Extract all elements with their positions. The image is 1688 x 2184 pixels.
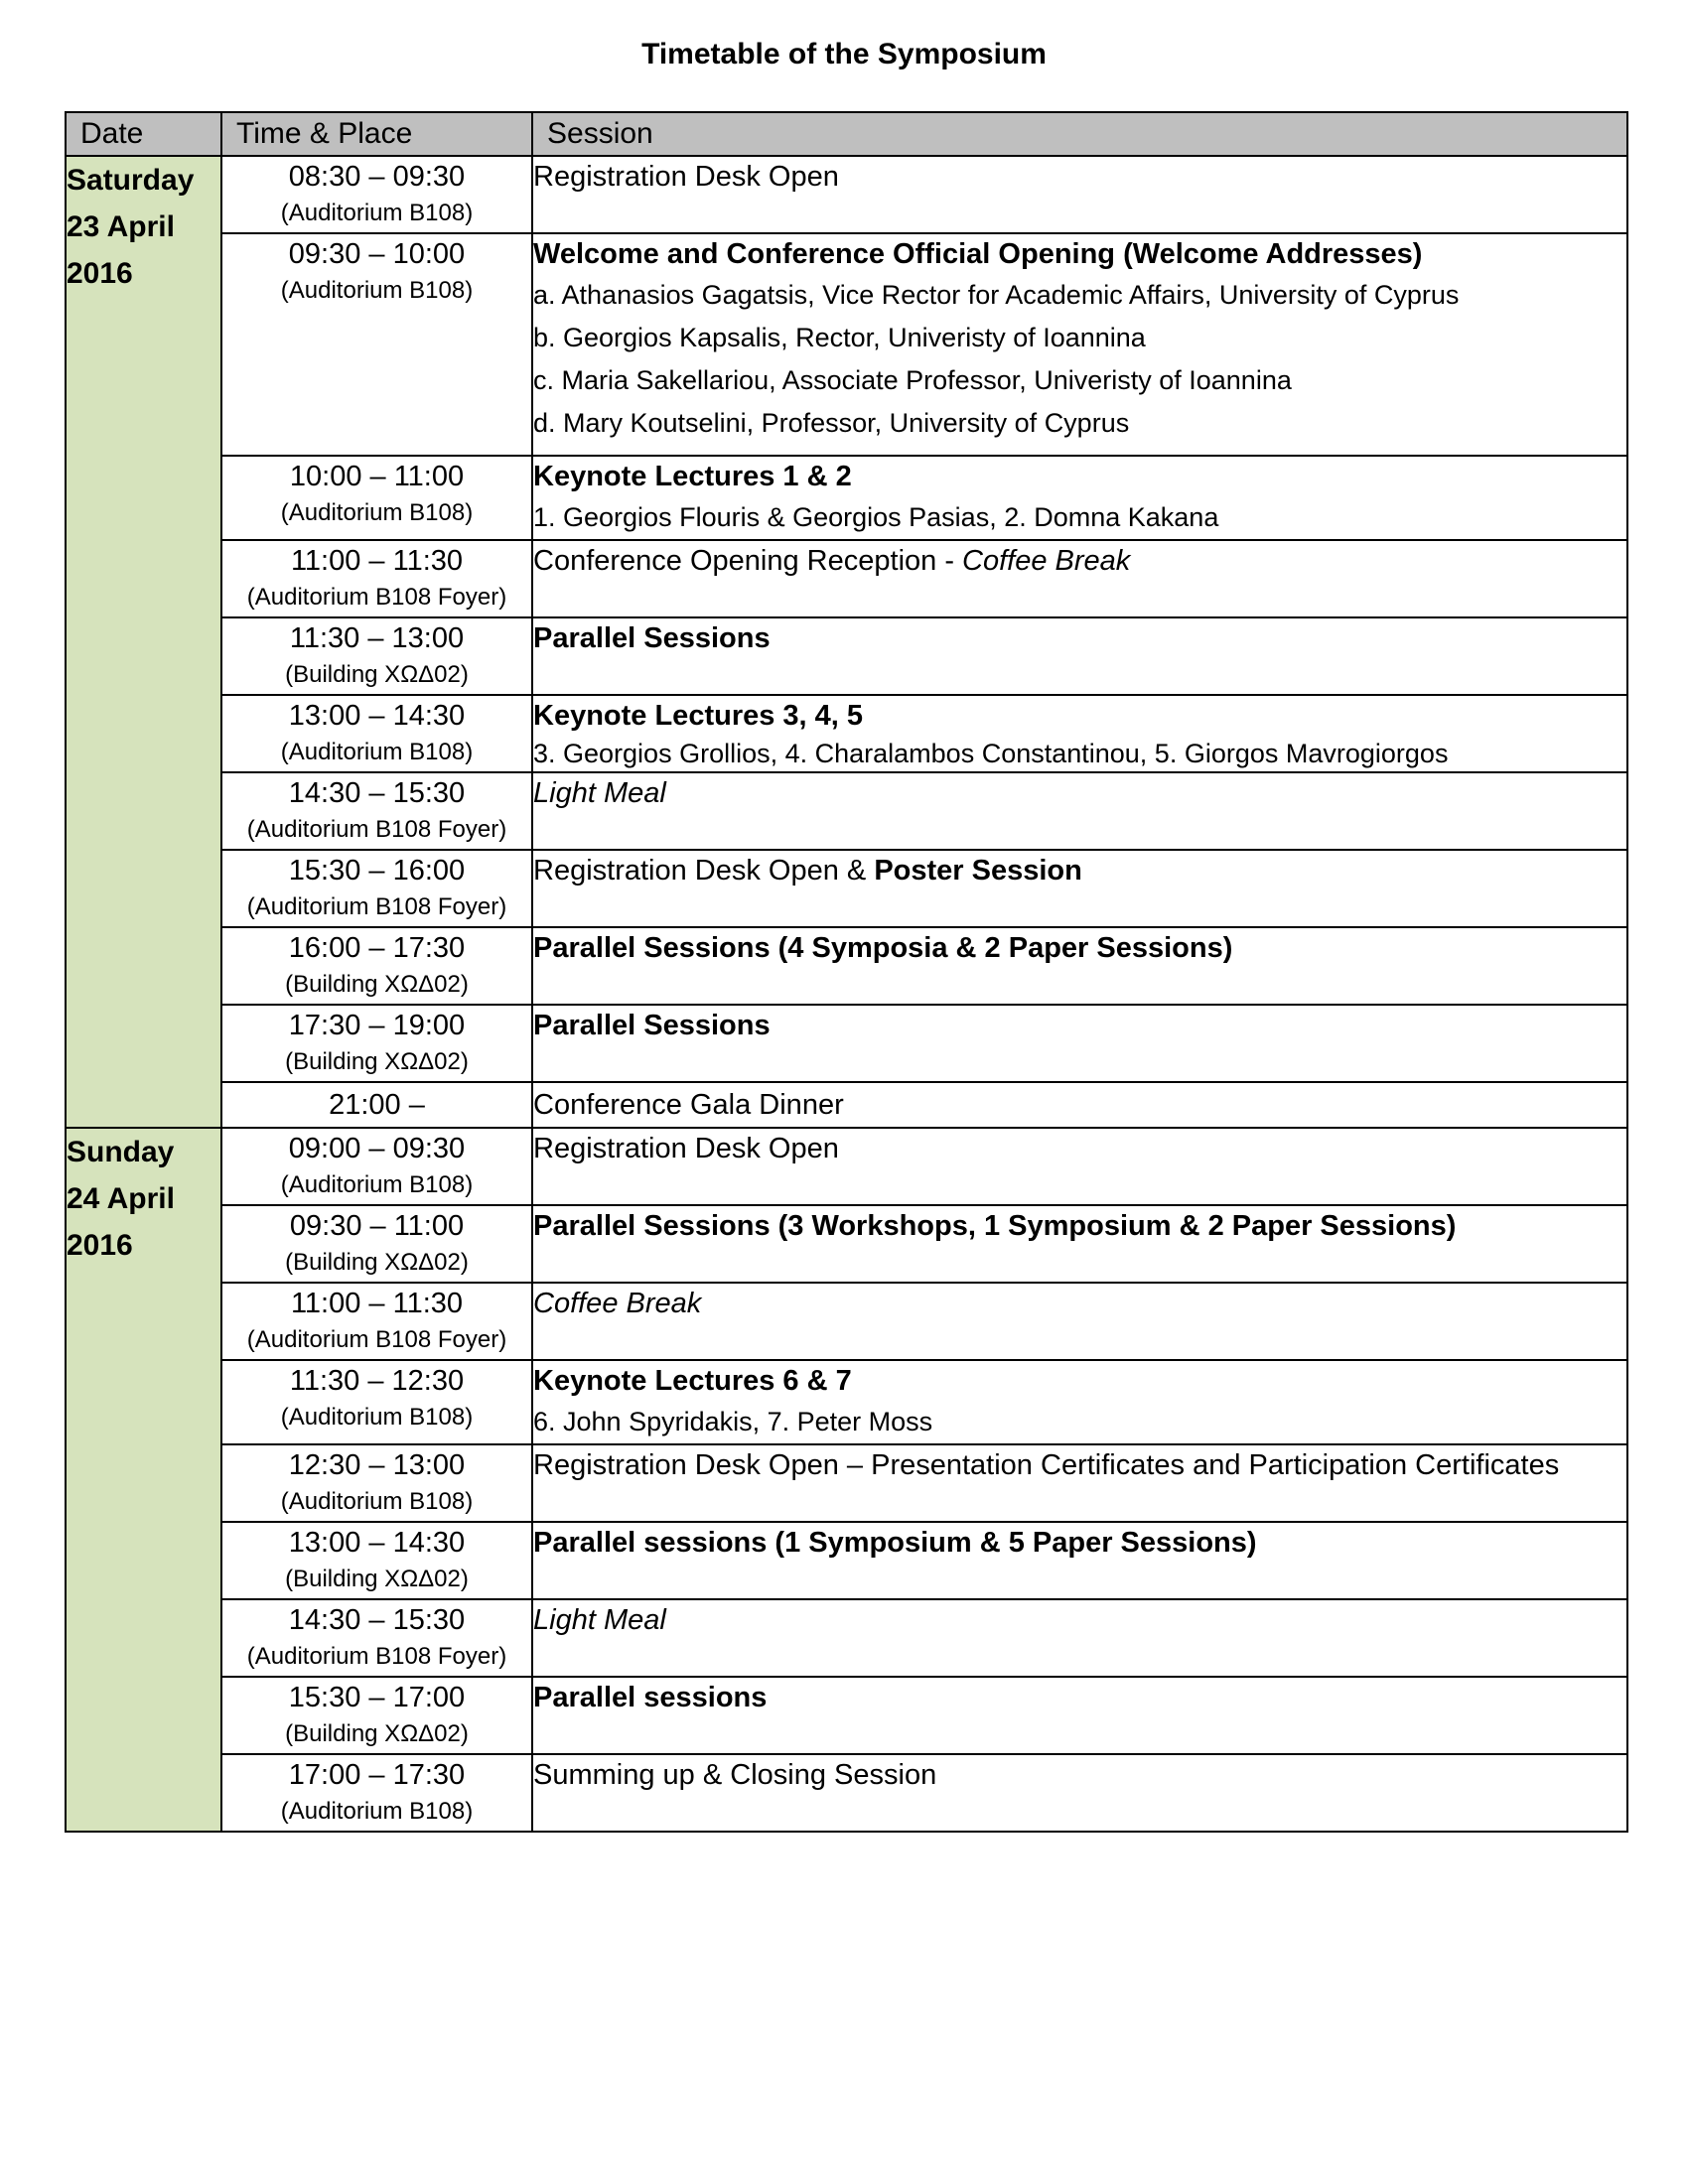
time-place-cell [221, 540, 532, 617]
place: (Auditorium B108 Foyer) [246, 816, 507, 843]
session-title: Parallel Sessions [533, 622, 771, 654]
table-row [66, 1522, 1627, 1599]
place: (Building ΧΩΔ02) [285, 661, 469, 688]
timetable [65, 111, 1628, 1833]
place: (Auditorium B108) [280, 1798, 474, 1825]
time-place-cell [221, 617, 532, 695]
place: (Auditorium B108 Foyer) [246, 1326, 507, 1353]
session-cell [532, 1754, 1627, 1832]
place: (Auditorium B108) [280, 200, 474, 226]
session-title: Coffee Break [533, 1288, 702, 1319]
time: 17:00 – 17:30 [288, 1759, 466, 1791]
place: (Building ΧΩΔ02) [285, 1249, 469, 1276]
session-title: Summing up & Closing Session [533, 1759, 937, 1791]
time: 10:00 – 11:00 [289, 461, 465, 492]
time: 13:00 – 14:30 [288, 700, 466, 732]
place: (Auditorium B108) [280, 1488, 474, 1515]
table-row [66, 1205, 1627, 1283]
time-place-cell [221, 1005, 532, 1082]
time-place-cell [221, 1205, 532, 1283]
session-cell [532, 695, 1627, 772]
time: 13:00 – 14:30 [288, 1527, 466, 1559]
session-detail: 1. Georgios Flouris & Georgios Pasias, 2. Domna Kakana [533, 502, 1219, 532]
time: 09:30 – 11:00 [289, 1210, 465, 1242]
place: (Building ΧΩΔ02) [285, 1566, 469, 1592]
table-row [66, 695, 1627, 772]
date-cell-sunday [66, 1128, 221, 1832]
time-place-cell [221, 1677, 532, 1754]
session-detail: a. Athanasios Gagatsis, Vice Rector for Academic Affairs, University of Cyprus [533, 280, 1460, 310]
time: 12:30 – 13:00 [288, 1449, 466, 1481]
session-detail: 6. John Spyridakis, 7. Peter Moss [533, 1407, 933, 1436]
time-place-cell [221, 1082, 532, 1128]
place: (Auditorium B108 Foyer) [246, 893, 507, 920]
session-title: Registration Desk Open – Presentation Certificates and Participation Certificates [533, 1449, 1560, 1481]
session-cell [532, 1283, 1627, 1360]
session-detail: c. Maria Sakellariou, Associate Professor, Univeristy of Ioannina [533, 365, 1292, 395]
session-detail: b. Georgios Kapsalis, Rector, Univeristy of Ioannina [533, 323, 1146, 352]
session-cell [532, 1205, 1627, 1283]
place: (Building ΧΩΔ02) [285, 1720, 469, 1747]
session-title: Parallel sessions [533, 1682, 768, 1713]
session-title-italic: Coffee Break [962, 545, 1131, 577]
session-title-bold: Poster Session [874, 855, 1082, 887]
date-line: 2016 [67, 1229, 133, 1262]
time: 15:30 – 17:00 [288, 1682, 466, 1713]
time-place-cell [221, 233, 532, 456]
session-cell [532, 1360, 1627, 1444]
table-row [66, 1128, 1627, 1205]
session-cell [532, 850, 1627, 927]
time-place-cell [221, 927, 532, 1005]
session-title: Registration Desk Open [533, 1133, 839, 1164]
place: (Auditorium B108) [280, 739, 474, 765]
session-cell [532, 1005, 1627, 1082]
time-place-cell [221, 156, 532, 233]
time-place-header: Time & Place [221, 112, 532, 156]
table-row [66, 1283, 1627, 1360]
time-place-cell [221, 1754, 532, 1832]
time-place-cell [221, 1283, 532, 1360]
time: 14:30 – 15:30 [288, 777, 466, 809]
header-row [66, 112, 1627, 156]
session-title: Parallel Sessions (4 Symposia & 2 Paper Sessions) [533, 932, 1233, 964]
session-cell [532, 540, 1627, 617]
table-row [66, 156, 1627, 233]
time: 11:30 – 12:30 [289, 1365, 465, 1397]
time-place-cell [221, 1444, 532, 1522]
date-line: 24 April [67, 1182, 175, 1215]
table-row [66, 1677, 1627, 1754]
place: (Building ΧΩΔ02) [285, 1048, 469, 1075]
table-row [66, 1754, 1627, 1832]
time: 11:00 – 11:30 [290, 1288, 464, 1319]
session-cell [532, 1082, 1627, 1128]
time-place-cell [221, 456, 532, 540]
time: 14:30 – 15:30 [288, 1604, 466, 1636]
document-title: Timetable of the Symposium [641, 38, 1047, 70]
time-place-cell [221, 1522, 532, 1599]
session-title: Conference Gala Dinner [533, 1089, 844, 1121]
session-cell [532, 617, 1627, 695]
session-title: Keynote Lectures 1 & 2 [533, 461, 852, 492]
place: (Auditorium B108 Foyer) [246, 584, 507, 611]
session-title: Light Meal [533, 777, 666, 809]
date-line: 2016 [67, 257, 133, 290]
time-place-cell [221, 695, 532, 772]
table-row [66, 772, 1627, 850]
session-header: Session [532, 112, 1627, 156]
time: 21:00 – [329, 1089, 425, 1121]
session-cell [532, 233, 1627, 456]
table-row [66, 1360, 1627, 1444]
session-title: Parallel sessions (1 Symposium & 5 Paper Sessions) [533, 1527, 1257, 1559]
table-row [66, 850, 1627, 927]
place: (Auditorium B108) [280, 499, 474, 526]
time: 11:30 – 13:00 [289, 622, 465, 654]
session-detail: 3. Georgios Grollios, 4. Charalambos Constantinou, 5. Giorgos Mavrogiorgos [533, 739, 1449, 768]
place: (Building ΧΩΔ02) [285, 971, 469, 998]
table-row [66, 233, 1627, 456]
time-place-cell [221, 1128, 532, 1205]
date-line: Saturday [67, 164, 195, 197]
session-title: Welcome and Conference Official Opening (Welcome Addresses) [533, 238, 1423, 270]
table-row [66, 927, 1627, 1005]
table-row [66, 456, 1627, 540]
table-row [66, 617, 1627, 695]
session-cell [532, 1599, 1627, 1677]
time-place-cell [221, 772, 532, 850]
table-row [66, 1082, 1627, 1128]
session-title: Parallel Sessions (3 Workshops, 1 Symposium & 2 Paper Sessions) [533, 1210, 1457, 1242]
session-title: Keynote Lectures 3, 4, 5 [533, 700, 864, 732]
session-title: Keynote Lectures 6 & 7 [533, 1365, 852, 1397]
date-line: 23 April [67, 210, 175, 243]
time: 16:00 – 17:30 [288, 932, 466, 964]
date-header: Date [66, 112, 221, 156]
place: (Auditorium B108) [280, 1171, 474, 1198]
time-place-cell [221, 1599, 532, 1677]
session-title: Registration Desk Open & [533, 855, 875, 887]
session-cell [532, 1677, 1627, 1754]
session-title: Conference Opening Reception - [533, 545, 963, 577]
session-title: Registration Desk Open [533, 161, 839, 193]
time-place-cell [221, 850, 532, 927]
time: 15:30 – 16:00 [288, 855, 466, 887]
table-row [66, 1599, 1627, 1677]
time: 09:30 – 10:00 [288, 238, 466, 270]
table-row [66, 1444, 1627, 1522]
time: 17:30 – 19:00 [288, 1010, 466, 1041]
date-line: Sunday [67, 1136, 175, 1168]
session-cell [532, 1128, 1627, 1205]
session-cell [532, 456, 1627, 540]
session-cell [532, 1522, 1627, 1599]
session-cell [532, 772, 1627, 850]
session-cell [532, 156, 1627, 233]
table-row [66, 1005, 1627, 1082]
table-row [66, 540, 1627, 617]
date-cell-saturday [66, 156, 221, 1128]
session-title: Light Meal [533, 1604, 666, 1636]
session-cell [532, 1444, 1627, 1522]
time: 11:00 – 11:30 [290, 545, 464, 577]
time: 09:00 – 09:30 [288, 1133, 466, 1164]
place: (Auditorium B108) [280, 1404, 474, 1431]
time: 08:30 – 09:30 [288, 161, 466, 193]
session-detail: d. Mary Koutselini, Professor, University of Cyprus [533, 408, 1130, 438]
place: (Auditorium B108) [280, 277, 474, 304]
time-place-cell [221, 1360, 532, 1444]
session-cell [532, 927, 1627, 1005]
session-title: Parallel Sessions [533, 1010, 771, 1041]
place: (Auditorium B108 Foyer) [246, 1643, 507, 1670]
